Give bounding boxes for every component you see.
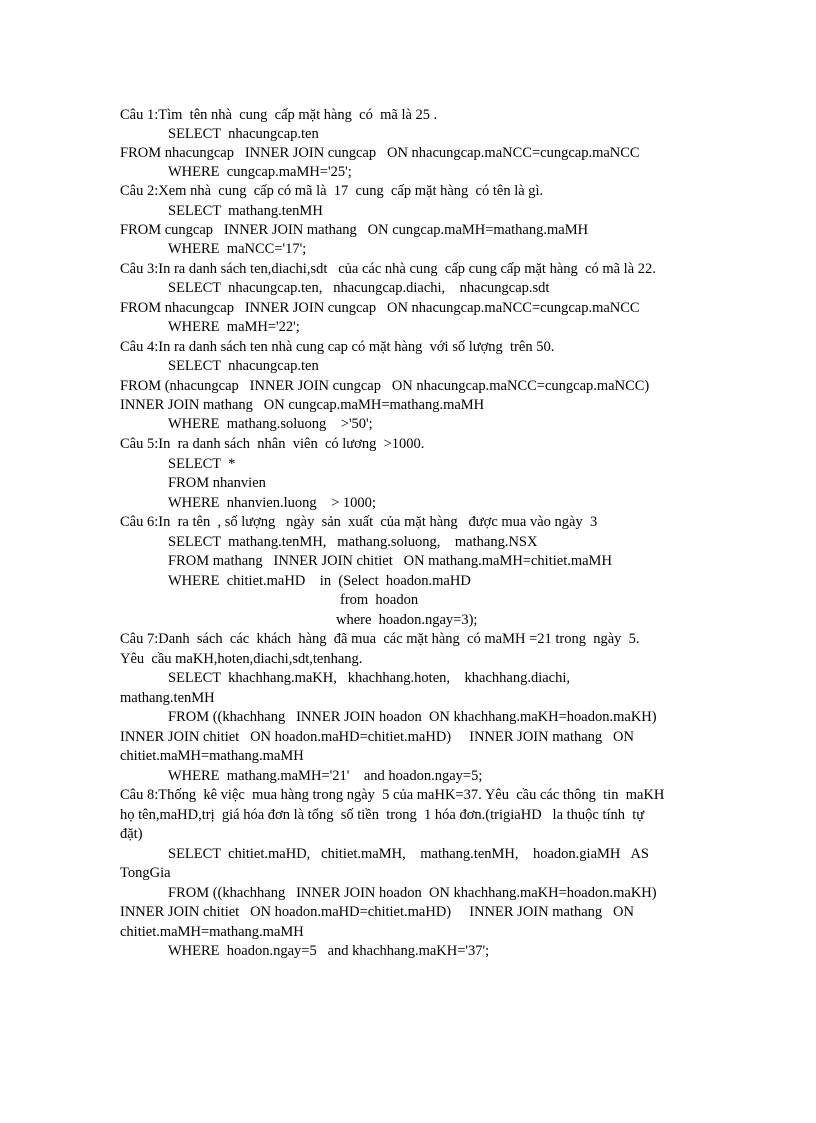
sql-from-line: FROM cungcap INNER JOIN mathang ON cungcap.maMH=mathang.maMH [120,222,589,238]
sql-where-line: WHERE maNCC='17'; [168,241,307,257]
sql-select-line: SELECT mathang.tenMH, mathang.soluong, mathang.NSX [168,534,538,550]
sql-where-line: WHERE nhanvien.luong > 1000; [168,495,376,511]
sql-from-line: FROM (nhacungcap INNER JOIN cungcap ON nhacungcap.maNCC=cungcap.maNCC) [120,378,650,394]
sql-where-line: WHERE mathang.maMH='21' and hoadon.ngay=5; [168,768,483,784]
question-7-requirement: Yêu cầu maKH,hoten,diachi,sdt,tenhang. [120,651,363,667]
sql-select-line: SELECT chitiet.maHD, chitiet.maMH, mathang.tenMH, hoadon.giaMH AS [168,846,649,862]
sql-join-line: INNER JOIN chitiet ON hoadon.maHD=chitiet.maHD) INNER JOIN mathang ON [120,904,634,920]
sql-where-line: WHERE maMH='22'; [168,319,300,335]
question-8-requirement: họ tên,maHD,trị giá hóa đơn là tổng số tiền trong 1 hóa đơn.(trigiaHD la thuộc tính tự [120,807,645,823]
sql-select-line: SELECT mathang.tenMH [168,203,323,219]
sql-where-line: WHERE mathang.soluong >'50'; [168,416,373,432]
question-5-heading: Câu 5:In ra danh sách nhân viên có lương >1000. [120,436,425,452]
sql-from-line: FROM nhacungcap INNER JOIN cungcap ON nhacungcap.maNCC=cungcap.maNCC [120,145,640,161]
sql-join-line: INNER JOIN mathang ON cungcap.maMH=mathang.maMH [120,397,485,413]
sql-select-line: SELECT nhacungcap.ten, nhacungcap.diachi, nhacungcap.sdt [168,280,550,296]
sql-select-line: SELECT nhacungcap.ten [168,126,319,142]
sql-from-line: FROM ((khachhang INNER JOIN hoadon ON khachhang.maKH=hoadon.maKH) [168,709,657,725]
sql-where-line: WHERE chitiet.maHD in (Select hoadon.maHD [168,573,471,589]
sql-select-continuation: TongGia [120,865,171,881]
sql-from-line: FROM nhacungcap INNER JOIN cungcap ON nhacungcap.maNCC=cungcap.maNCC [120,300,640,316]
sql-select-continuation: mathang.tenMH [120,690,215,706]
question-8-heading: Câu 8:Thống kê việc mua hàng trong ngày 5 của maHK=37. Yêu cầu các thông tin maKH [120,787,665,803]
sql-select-line: SELECT * [168,456,236,472]
question-8-requirement-end: đặt) [120,826,143,842]
sql-where-line: WHERE hoadon.ngay=5 and khachhang.maKH='37'; [168,943,490,959]
question-1-heading: Câu 1:Tìm tên nhà cung cấp mặt hàng có mã là 25 . [120,107,438,123]
sql-subquery-where-line: where hoadon.ngay=3); [336,612,478,628]
sql-select-line: SELECT nhacungcap.ten [168,358,319,374]
sql-join-line: INNER JOIN chitiet ON hoadon.maHD=chitiet.maHD) INNER JOIN mathang ON [120,729,634,745]
sql-select-line: SELECT khachhang.maKH, khachhang.hoten, khachhang.diachi, [168,670,570,686]
sql-where-line: WHERE cungcap.maMH='25'; [168,164,352,180]
question-4-heading: Câu 4:In ra danh sách ten nhà cung cap có mặt hàng với số lượng trên 50. [120,339,555,355]
question-2-heading: Câu 2:Xem nhà cung cấp có mã là 17 cung cấp mặt hàng có tên là gì. [120,183,544,199]
sql-from-line: FROM ((khachhang INNER JOIN hoadon ON khachhang.maKH=hoadon.maKH) [168,885,657,901]
sql-from-line: FROM nhanvien [168,475,266,491]
sql-from-line: FROM mathang INNER JOIN chitiet ON mathang.maMH=chitiet.maMH [168,553,612,569]
question-3-heading: Câu 3:In ra danh sách ten,diachi,sdt của các nhà cung cấp cung cấp mặt hàng có mã là 22. [120,261,656,277]
question-7-heading: Câu 7:Danh sách các khách hàng đã mua các mặt hàng có maMH =21 trong ngày 5. [120,631,640,647]
sql-join-continuation: chitiet.maMH=mathang.maMH [120,924,304,940]
sql-subquery-from-line: from hoadon [340,592,419,608]
question-6-heading: Câu 6:In ra tên , số lượng ngày sản xuất của mặt hàng được mua vào ngày 3 [120,514,598,530]
sql-join-continuation: chitiet.maMH=mathang.maMH [120,748,304,764]
